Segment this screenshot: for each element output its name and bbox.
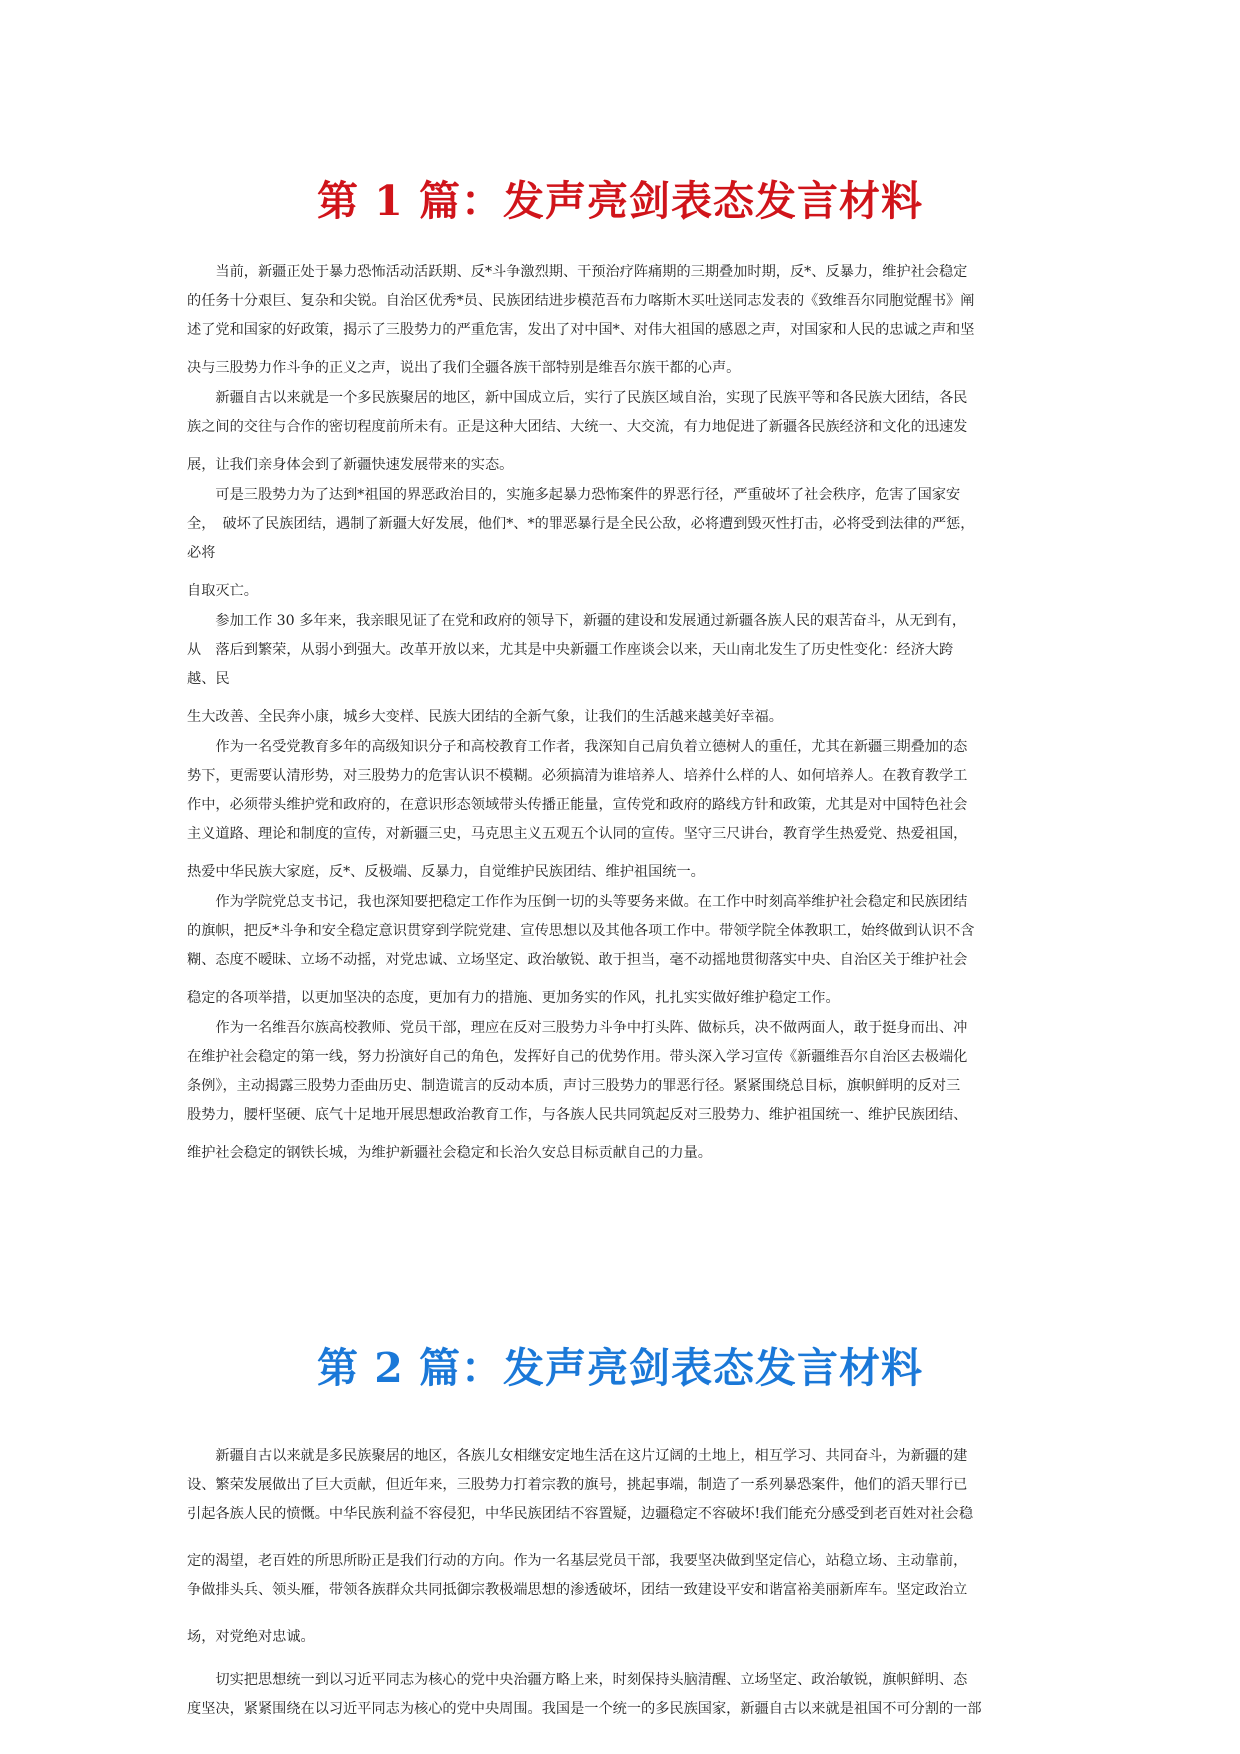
text-line: 作为学院党总支书记，我也深知要把稳定工作作为压倒一切的头等要务来做。在工作中时刻高举维护社会稳定和民族团结 (187, 894, 968, 910)
text-line: 新疆自古以来就是多民族聚居的地区，各族儿女相继安定地生活在这片辽阔的土地上，相互学习、共同奋斗，为新疆的建 (187, 1448, 968, 1464)
paragraph (187, 1666, 1055, 1724)
text-line: 可是三股势力为了达到*祖国的界恶政治目的，实施多起暴力恐怖案件的界恶行径，严重破坏了社会秩序，危害了国家安 (187, 487, 961, 503)
text-line: 必将 (187, 545, 216, 561)
text-line: 条例》，主动揭露三股势力歪曲历史、制造谎言的反动本质，声讨三股势力的罪恶行径。紧紧围绕总目标，旗帜鲜明的反对三 (187, 1078, 961, 1094)
text-line: 在维护社会稳定的第一线，努力扮演好自己的角色，发挥好自己的优势作用。带头深入学习宣传《新疆维吾尔自治区去极端化 (187, 1049, 968, 1065)
text-line: 设、繁荣发展做出了巨大贡献，但近年来，三股势力打着宗教的旗号，挑起事端，制造了一系列暴恐案件，他们的滔天罪行已 (187, 1477, 968, 1493)
text-line: 的旗帜，把反*斗争和安全稳定意识贯穿到学院党建、宣传思想以及其他各项工作中。带领学院全体教职工，始终做到认识不含 (187, 923, 975, 939)
text-line: 越、民 (187, 671, 230, 687)
text-line: 定的渴望，老百姓的所思所盼正是我们行动的方向。作为一名基层党员干部，我要坚决做到坚定信心，站稳立场、主动靠前， (187, 1553, 968, 1569)
text-line: 作为一名维吾尔族高校教师、党员干部，理应在反对三股势力斗争中打头阵、做标兵，决不做两面人，敢于挺身而出、冲 (187, 1020, 968, 1036)
paragraph (187, 607, 1055, 732)
text-line: 述了党和国家的好政策，揭示了三股势力的严重危害，发出了对中国*、对伟大祖国的感恩之声，对国家和人民的忠诚之声和坚 (187, 322, 975, 338)
text-line: 股势力，腰杆坚硬、底气十足地开展思想政治教育工作，与各族人民共同筑起反对三股势力、维护祖国统一、维护民族团结、 (187, 1107, 968, 1123)
text-line: 自取灭亡。 (187, 583, 258, 599)
text-line: 热爱中华民族大家庭，反*、反极端、反暴力，自觉维护民族团结、维护祖国统一。 (187, 864, 705, 880)
paragraph (187, 1442, 1055, 1652)
section-2-title: 第 2 篇：发声亮剑表态发言材料 (316, 1344, 924, 1392)
text-line: 作中，必须带头维护党和政府的，在意识形态领域带头传播正能量，宣传党和政府的路线方针和政策，尤其是对中国特色社会 (187, 797, 968, 813)
text-line: 势下，更需要认清形势，对三股势力的危害认识不模糊。必须搞清为谁培养人、培养什么样的人、如何培养人。在教育教学工 (187, 768, 968, 784)
text-line: 全， 破坏了民族团结，遇制了新疆大好发展，他们*、*的罪恶暴行是全民公敌，必将遭到毁灭性打击，必将受到法律的严惩， (187, 516, 975, 532)
text-line: 新疆自古以来就是一个多民族聚居的地区，新中国成立后，实行了民族区域自治，实现了民族平等和各民族大团结，各民 (187, 390, 968, 406)
text-line: 主义道路、理论和制度的宣传，对新疆三史，马克思主义五观五个认同的宣传。坚守三尺讲台，教育学生热爱党、热爱祖国， (187, 826, 968, 842)
text-line: 作为一名受党教育多年的高级知识分子和高校教育工作者，我深知自己肩负着立德树人的重任，尤其在新疆三期叠加的态 (187, 739, 968, 755)
section-1-title: 第 1 篇：发声亮剑表态发言材料 (316, 177, 924, 225)
text-line: 场，对党绝对忠诚。 (187, 1629, 315, 1645)
text-line: 糊、态度不暧昧、立场不动摇，对党忠诚、立场坚定、政治敏锐、敢于担当，毫不动摇地贯彻落实中央、自治区关于维护社会 (187, 952, 968, 968)
text-line: 维护社会稳定的钢铁长城，为维护新疆社会稳定和长治久安总目标贡献自己的力量。 (187, 1145, 712, 1161)
paragraph (187, 384, 1055, 480)
paragraph (187, 888, 1055, 1013)
text-line: 参加工作 30 多年来，我亲眼见证了在党和政府的领导下，新疆的建设和发展通过新疆各族人民的艰苦奋斗，从无到有， (187, 613, 967, 629)
text-line: 族之间的交往与合作的密切程度前所未有。正是这种大团结、大统一、大交流，有力地促进了新疆各民族经济和文化的迅速发 (187, 419, 968, 435)
text-line: 的任务十分艰巨、复杂和尖锐。自治区优秀*员、民族团结进步模范吾布力喀斯木买吐送同志发表的《致维吾尔同胞觉醒书》阐 (187, 293, 975, 309)
text-line: 度坚决，紧紧围绕在以习近平同志为核心的党中央周围。我国是一个统一的多民族国家，新疆自古以来就是祖国不可分割的一部 (187, 1701, 982, 1717)
paragraph (187, 258, 1055, 383)
paragraph (187, 733, 1055, 887)
text-line: 稳定的各项举措，以更加坚决的态度，更加有力的措施、更加务实的作风，扎扎实实做好维护稳定工作。 (187, 990, 840, 1006)
paragraph (187, 481, 1055, 606)
text-line: 生大改善、全民奔小康，城乡大变样、民族大团结的全新气象，让我们的生活越来越美好幸福。 (187, 709, 783, 725)
text-line: 争做排头兵、领头雁，带领各族群众共同抵御宗教极端思想的渗透破坏，团结一致建设平安和谐富裕美丽新库车。坚定政治立 (187, 1582, 968, 1598)
text-line: 当前，新疆正处于暴力恐怖活动活跃期、反*斗争激烈期、干预治疗阵痛期的三期叠加时期，反*、反暴力，维护社会稳定 (187, 264, 968, 280)
text-line: 引起各族人民的愤慨。中华民族利益不容侵犯，中华民族团结不容置疑，边疆稳定不容破坏!我们能充分感受到老百姓对社会稳 (187, 1506, 974, 1522)
text-line: 决与三股势力作斗争的正义之声，说出了我们全疆各族干部特别是维吾尔族干都的心声。 (187, 360, 741, 376)
text-line: 展，让我们亲身体会到了新疆快速发展带来的实态。 (187, 457, 514, 473)
paragraph (187, 1014, 1055, 1168)
text-line: 切实把思想统一到以习近平同志为核心的党中央治疆方略上来，时刻保持头脑清醒、立场坚定、政治敏锐，旗帜鲜明、态 (187, 1672, 968, 1688)
text-line: 从 落后到繁荣，从弱小到强大。改革开放以来，尤其是中央新疆工作座谈会以来，天山南北发生了历史性变化：经济大跨 (187, 642, 954, 658)
